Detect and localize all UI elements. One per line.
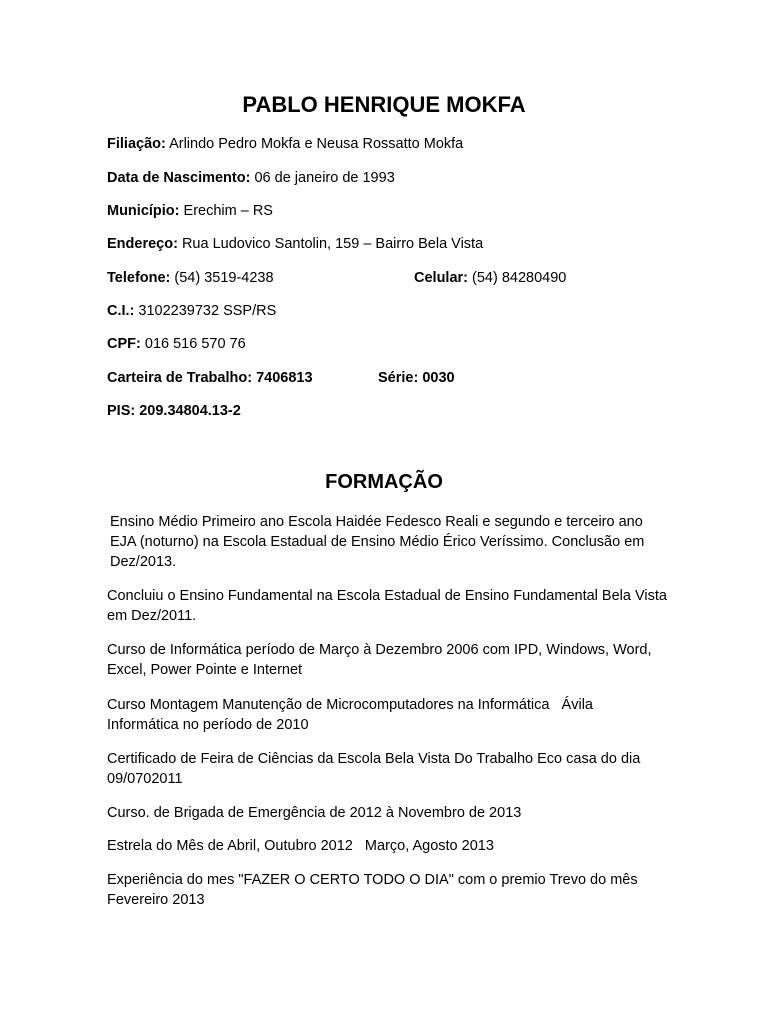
carteira-label: Carteira de Trabalho: 7406813 [107,370,313,386]
municipio-row [107,202,273,220]
ci-row [107,302,276,320]
formacao-item: Ensino Médio Primeiro ano Escola Haidée Fedesco Reali e segundo e terceiro ano EJA (noturno) na Escola Estadual de Ensino Médio Érico Veríssimo. Conclusão em Dez/2013. [110,514,645,570]
nascimento-row [107,169,395,187]
celular-row [414,269,566,287]
celular-label: Celular: [414,270,468,286]
cpf-label: CPF: [107,336,141,352]
pis-row [107,402,241,420]
formacao-item: Certificado de Feira de Ciências da Escola Bela Vista Do Trabalho Eco casa do dia 09/0702011 [107,751,641,787]
serie-label: Série: 0030 [378,370,455,386]
formacao-item: Experiência do mes "FAZER O CERTO TODO O DIA" com o premio Trevo do mês Fevereiro 2013 [107,872,638,908]
formacao-item: Estrela do Mês de Abril, Outubro 2012 Março, Agosto 2013 [107,838,494,854]
municipio-label: Município: [107,203,180,219]
filiacao-label: Filiação: [107,136,166,152]
endereco-row [107,235,483,253]
telefone-label: Telefone: [107,270,171,286]
filiacao-value: Arlindo Pedro Mokfa e Neusa Rossatto Mokfa [169,136,464,152]
formacao-item: Concluiu o Ensino Fundamental na Escola Estadual de Ensino Fundamental Bela Vista em Dez/2011. [107,588,667,624]
ci-label: C.I.: [107,303,135,319]
cpf-row [107,335,246,353]
endereco-label: Endereço: [107,236,178,252]
ci-value: 3102239732 SSP/RS [138,303,277,319]
formacao-item: Curso Montagem Manutenção de Microcomputadores na Informática Ávila Informática no período de 2010 [107,697,598,733]
endereco-value: Rua Ludovico Santolin, 159 – Bairro Bela Vista [181,236,484,252]
formacao-item: Curso de Informática período de Março à Dezembro 2006 com IPD, Windows, Word, Excel, Power Pointe e Internet [107,642,652,678]
telefone-row [107,269,274,287]
nascimento-value: 06 de janeiro de 1993 [254,170,395,186]
page-title: PABLO HENRIQUE MOKFA [242,92,526,117]
cpf-value: 016 516 570 76 [144,336,246,352]
formacao-title: FORMAÇÃO [325,471,443,493]
filiacao-row [107,135,463,153]
municipio-value: Erechim – RS [183,203,273,219]
pis-label: PIS: 209.34804.13-2 [107,403,241,419]
celular-value: (54) 84280490 [472,270,567,286]
serie-row [378,369,455,387]
nascimento-label: Data de Nascimento: [107,170,251,186]
formacao-item: Curso. de Brigada de Emergência de 2012 à Novembro de 2013 [107,805,522,821]
carteira-row [107,369,313,387]
telefone-value: (54) 3519-4238 [174,270,274,286]
